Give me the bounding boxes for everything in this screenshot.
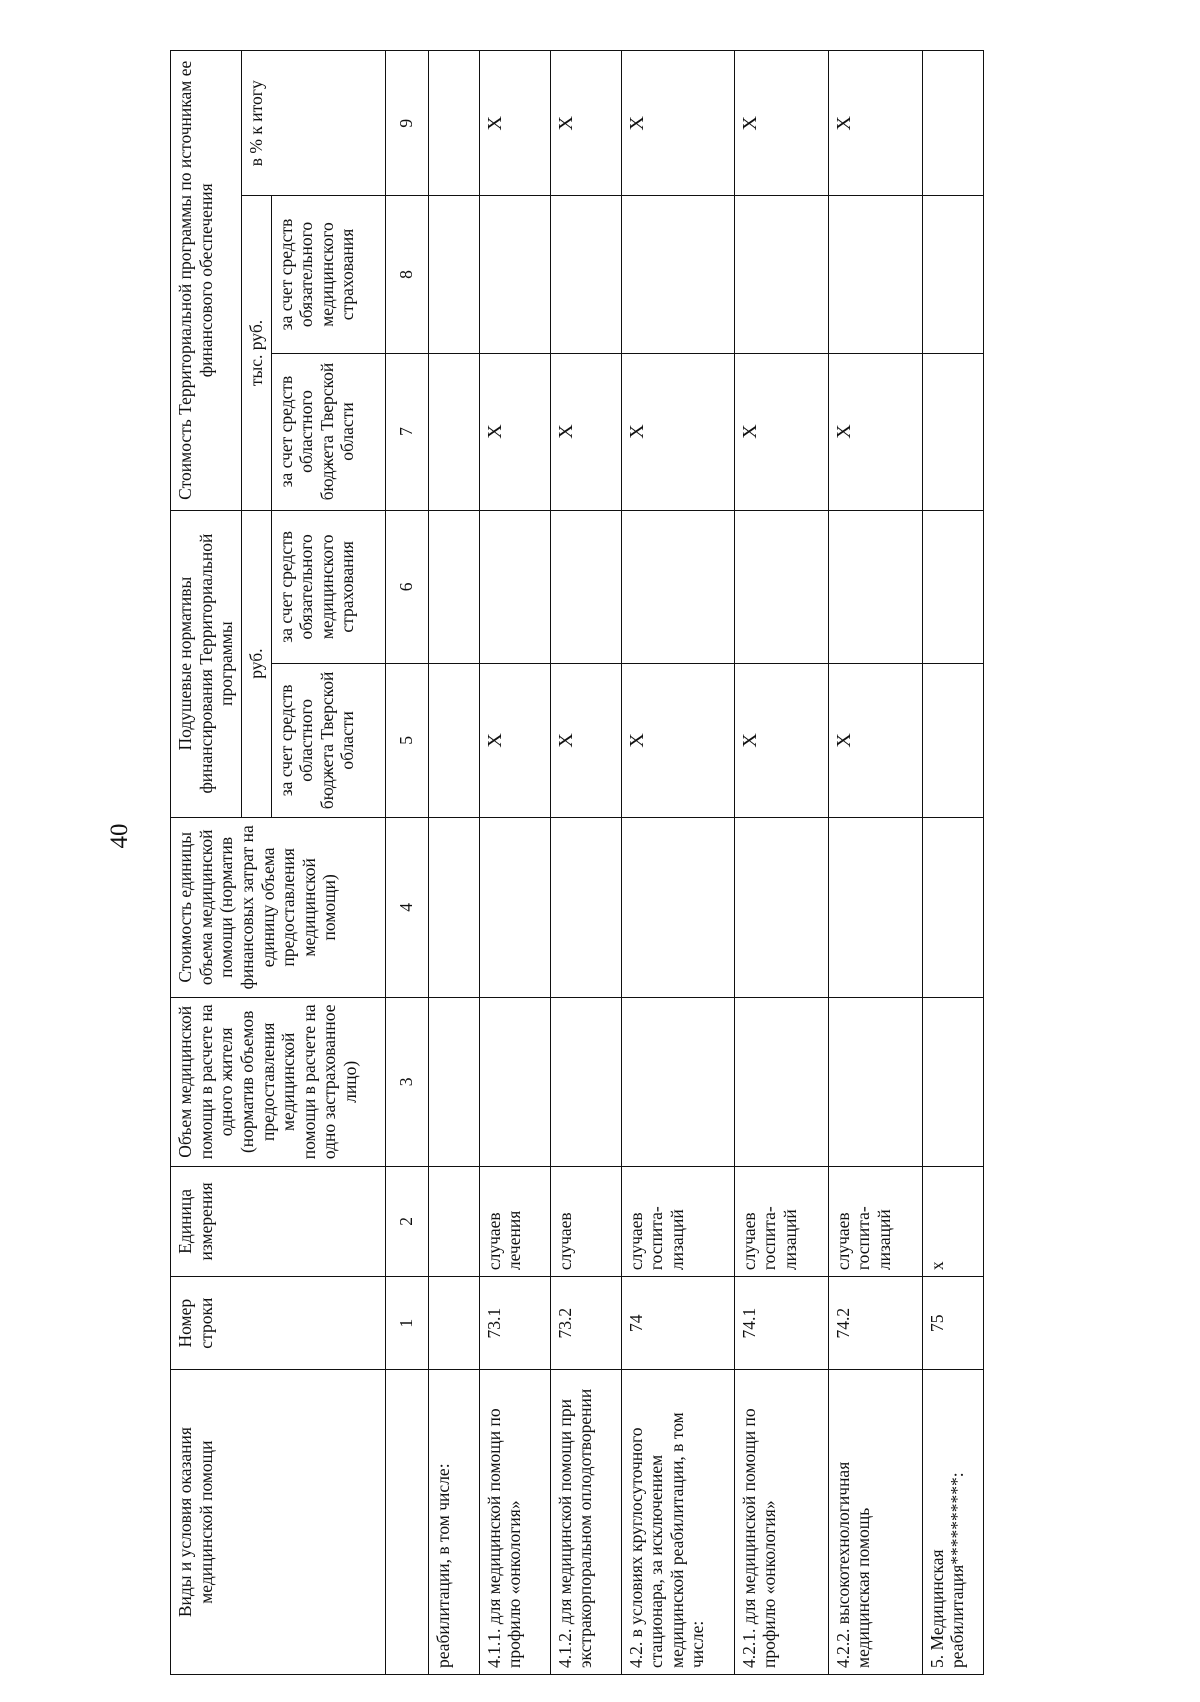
col-number-cell: 4 (385, 817, 428, 997)
empty-cell (428, 664, 479, 818)
row-cost-oms (550, 196, 621, 353)
row-volume (734, 997, 828, 1166)
row-unit: х (922, 1166, 983, 1277)
row-cost-budget: Х (828, 353, 922, 510)
header-sub-oms-2: за счет средств обязательного медицинского страхования (271, 196, 385, 353)
empty-cell (428, 997, 479, 1166)
header-sub-budget-2: за счет средств областного бюджета Тверской области (271, 353, 385, 510)
col-number-blank (385, 1370, 428, 1675)
row-cost-budget: Х (479, 353, 550, 510)
empty-cell (428, 1277, 479, 1370)
row-norm-oms (479, 510, 550, 664)
row-volume (479, 997, 550, 1166)
row-number: 73.2 (550, 1277, 621, 1370)
rotated-table-container (170, 50, 1200, 1675)
header-sub-budget: за счет средств областного бюджета Тверской области (271, 664, 385, 818)
header-cost-unit: Стоимость единицы объема медицинской помощи (норматив финансовых затрат на единицу объема предоставления медицинской помощи) (171, 817, 386, 997)
financing-table (170, 50, 984, 1675)
row-cost-unit (479, 817, 550, 997)
table-row (922, 51, 983, 1675)
row-label: 4.2.1. для медицинской помощи по профилю «онкология» (734, 1370, 828, 1675)
row-cost-percent: Х (550, 51, 621, 196)
col-number-cell: 8 (385, 196, 428, 353)
row-volume (550, 997, 621, 1166)
header-cost-percent: в % к итогу (241, 51, 385, 196)
empty-cell (428, 196, 479, 353)
row-norm-oms (550, 510, 621, 664)
row-norm-oms (734, 510, 828, 664)
header-cost-unit-thousands: тыс. руб. (241, 196, 271, 510)
empty-cell (428, 1166, 479, 1277)
row-norm-budget: Х (828, 664, 922, 818)
row-cost-oms (479, 196, 550, 353)
row-cost-percent (922, 51, 983, 196)
row-cost-percent: Х (479, 51, 550, 196)
col-number-cell: 2 (385, 1166, 428, 1277)
row-label: 4.1.1. для медицинской помощи по профилю «онкология» (479, 1370, 550, 1675)
row-cost-oms (621, 196, 734, 353)
row-unit: случаев (550, 1166, 621, 1277)
row-norm-budget (922, 664, 983, 818)
row-norm-oms (828, 510, 922, 664)
continuation-row (428, 51, 479, 1675)
row-label: 4.2.2. высокотехнологичная медицинская помощь (828, 1370, 922, 1675)
col-number-cell: 5 (385, 664, 428, 818)
table-row (734, 51, 828, 1675)
col-number-cell: 1 (385, 1277, 428, 1370)
row-cost-budget: Х (734, 353, 828, 510)
row-number: 74.1 (734, 1277, 828, 1370)
col-number-cell: 3 (385, 997, 428, 1166)
row-volume (922, 997, 983, 1166)
empty-cell (428, 353, 479, 510)
column-number-row (385, 51, 428, 1675)
row-number: 74 (621, 1277, 734, 1370)
row-volume (621, 997, 734, 1166)
row-unit: случаев госпита-лизаций (621, 1166, 734, 1277)
row-cost-unit (922, 817, 983, 997)
header-row-1 (171, 51, 242, 1675)
header-unit: Единица измерения (171, 1166, 386, 1277)
row-label: 4.2. в условиях круглосуточного стационара, за исключением медицинской реабилитации, в том числе: (621, 1370, 734, 1675)
row-label: 5. Медицинская реабилитация**********: (922, 1370, 983, 1675)
row-cost-oms (734, 196, 828, 353)
header-volume: Объем медицинской помощи в расчете на одного жителя (норматив объемов предоставления медицинской помощи в расчете на одно застрахованное лицо) (171, 997, 386, 1166)
empty-cell (428, 51, 479, 196)
col-number-cell: 7 (385, 353, 428, 510)
table-row (479, 51, 550, 1675)
row-number: 73.1 (479, 1277, 550, 1370)
row-cost-oms (922, 196, 983, 353)
table-row (828, 51, 922, 1675)
row-norm-budget: Х (550, 664, 621, 818)
row-cost-oms (828, 196, 922, 353)
row-norm-budget: Х (479, 664, 550, 818)
row-unit: случаев госпита-лизаций (734, 1166, 828, 1277)
table-row (550, 51, 621, 1675)
header-group-norms: Подушевые нормативы финансирования Территориальной программы (171, 510, 242, 817)
continuation-label: реабилитации, в том числе: (428, 1370, 479, 1675)
row-cost-unit (828, 817, 922, 997)
row-number: 74.2 (828, 1277, 922, 1370)
row-cost-unit (550, 817, 621, 997)
row-norm-oms (621, 510, 734, 664)
row-norm-oms (922, 510, 983, 664)
row-volume (828, 997, 922, 1166)
row-unit: случаев лечения (479, 1166, 550, 1277)
row-cost-percent: Х (828, 51, 922, 196)
row-unit: случаев госпита-лизаций (828, 1166, 922, 1277)
row-cost-budget (922, 353, 983, 510)
row-cost-budget: Х (550, 353, 621, 510)
page-number: 40 (106, 823, 133, 849)
header-types: Виды и условия оказания медицинской помощи (171, 1370, 386, 1675)
table-row (621, 51, 734, 1675)
header-row-number: Номер строки (171, 1277, 386, 1370)
row-cost-budget: Х (621, 353, 734, 510)
col-number-cell: 6 (385, 510, 428, 664)
header-sub-oms: за счет средств обязательного медицинского страхования (271, 510, 385, 664)
row-cost-percent: Х (734, 51, 828, 196)
empty-cell (428, 817, 479, 997)
row-cost-unit (621, 817, 734, 997)
col-number-cell: 9 (385, 51, 428, 196)
row-norm-budget: Х (734, 664, 828, 818)
row-cost-percent: Х (621, 51, 734, 196)
row-label: 4.1.2. для медицинской помощи при экстракорпоральном оплодотворении (550, 1370, 621, 1675)
header-norms-unit: руб. (241, 510, 271, 817)
header-group-cost: Стоимость Территориальной программы по источникам ее финансового обеспечения (171, 51, 242, 511)
empty-cell (428, 510, 479, 664)
row-cost-unit (734, 817, 828, 997)
row-number: 75 (922, 1277, 983, 1370)
row-norm-budget: Х (621, 664, 734, 818)
